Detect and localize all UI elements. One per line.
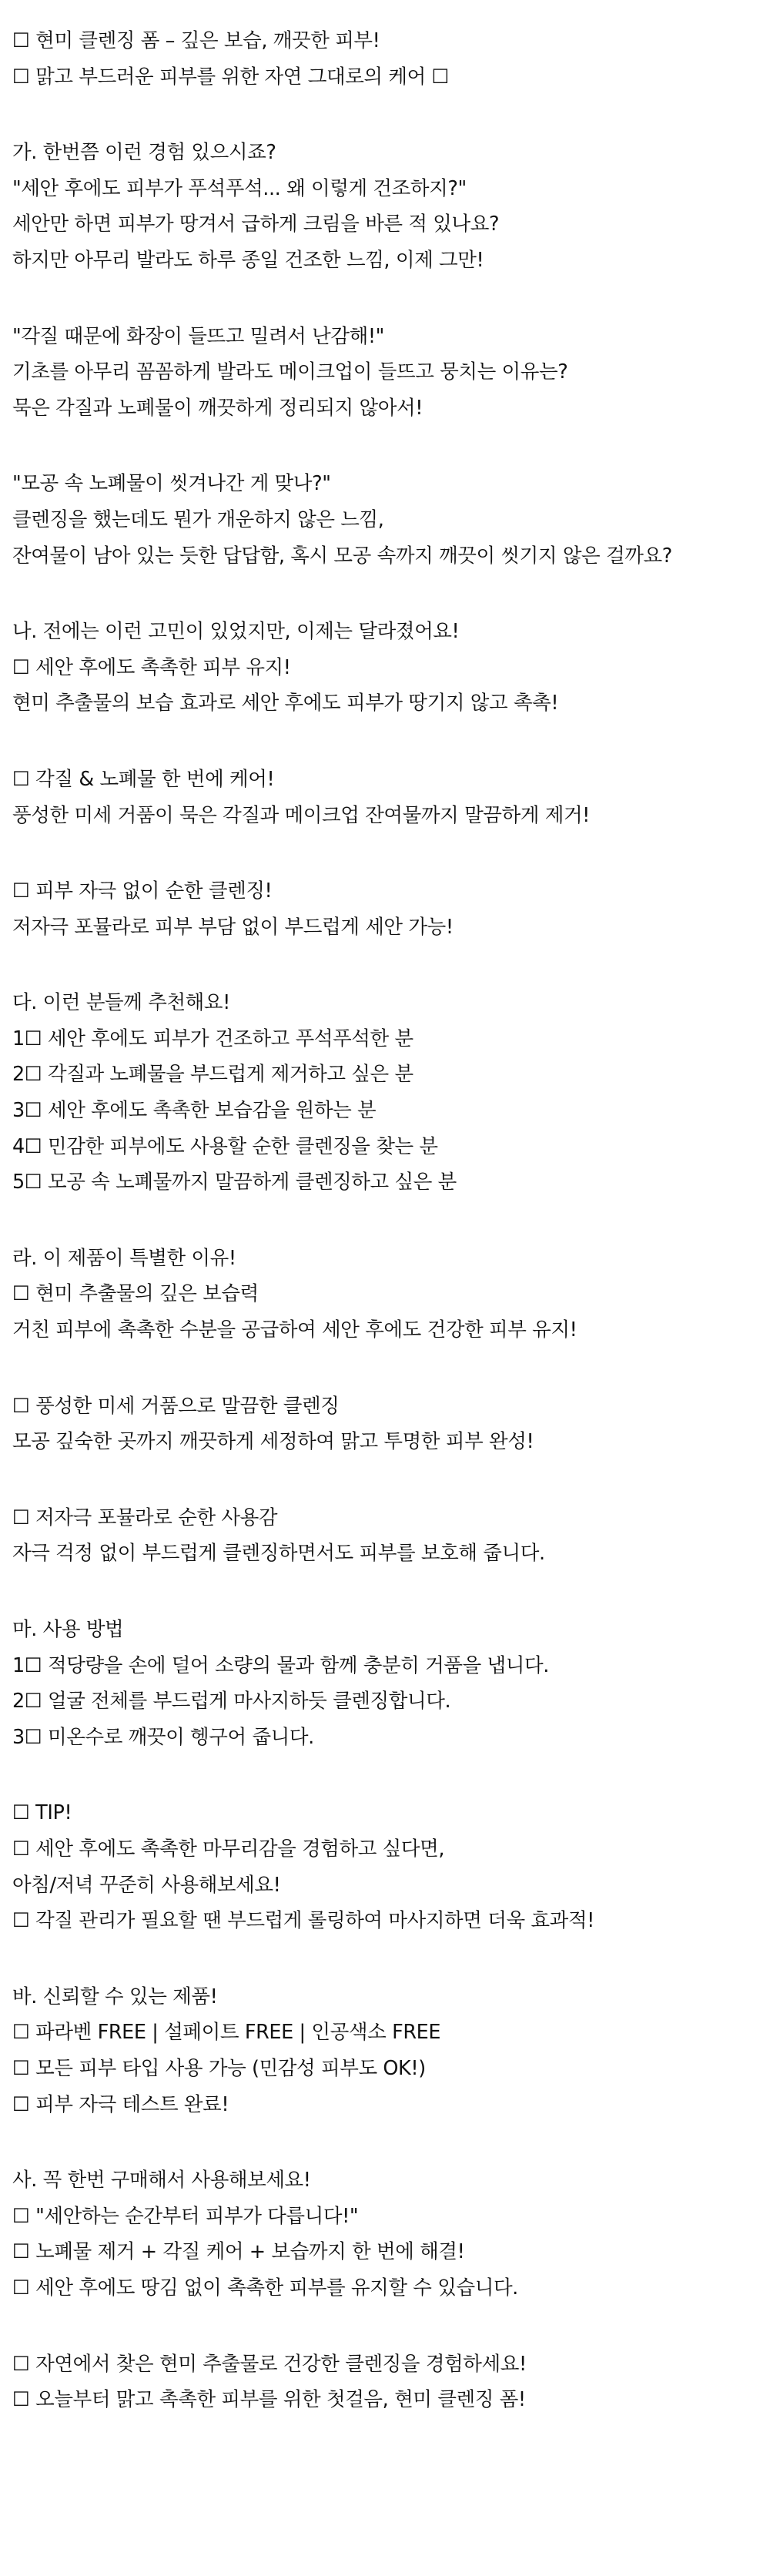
paragraph-section-na-care xyxy=(12,762,770,833)
paragraph-section-ra-heading xyxy=(12,1241,770,1348)
text-line: 2☐ 각질과 노폐물을 부드럽게 제거하고 싶은 분 xyxy=(12,1063,413,1087)
paragraph-section-tip xyxy=(12,1795,770,1938)
text-line: 기초를 아무리 꼼꼼하게 발라도 메이크업이 들뜨고 뭉치는 이유는? xyxy=(12,360,568,384)
text-line: 저자극 포뮬라로 피부 부담 없이 부드럽게 세안 가능! xyxy=(12,915,454,939)
text-line: 바. 신뢰할 수 있는 제품! xyxy=(12,1985,218,2008)
paragraph-closing xyxy=(12,2347,770,2418)
text-line: 3☐ 세안 후에도 촉촉한 보습감을 원하는 분 xyxy=(12,1099,377,1123)
paragraph-section-ga-makeup xyxy=(12,319,770,427)
text-line: 5☐ 모공 속 노폐물까지 말끔하게 클렌징하고 싶은 분 xyxy=(12,1171,457,1194)
paragraph-section-ra-formula xyxy=(12,1500,770,1572)
text-line: "모공 속 노폐물이 씻겨나간 게 맞나?" xyxy=(12,472,331,496)
paragraph-section-da xyxy=(12,985,770,1201)
paragraph-section-ra-foam xyxy=(12,1388,770,1460)
text-line: 라. 이 제품이 특별한 이유! xyxy=(12,1246,236,1270)
text-line: ☐ 모든 피부 타입 사용 가능 (민감성 피부도 OK!) xyxy=(12,2056,426,2080)
text-line: 하지만 아무리 발라도 하루 종일 건조한 느낌, 이제 그만! xyxy=(12,248,484,272)
text-line: 풍성한 미세 거품이 묵은 각질과 메이크업 잔여물까지 말끔하게 제거! xyxy=(12,803,590,827)
text-line: ☐ 자연에서 찾은 현미 추출물로 건강한 클렌징을 경험하세요! xyxy=(12,2352,527,2376)
paragraph-section-sa xyxy=(12,2162,770,2306)
text-line: 클렌징을 했는데도 뭔가 개운하지 않은 느낌, xyxy=(12,507,384,531)
text-line: 가. 한번쯤 이런 경험 있으시죠? xyxy=(12,141,276,165)
text-line: 3☐ 미온수로 깨끗이 헹구어 줍니다. xyxy=(12,1725,314,1749)
text-line: ☐ 피부 자극 없이 순한 클렌징! xyxy=(12,879,273,903)
text-line: ☐ 피부 자극 테스트 완료! xyxy=(12,2092,229,2116)
paragraph-section-na-heading xyxy=(12,614,770,722)
text-line: ☐ 맑고 부드러운 피부를 위한 자연 그대로의 케어 ☐ xyxy=(12,65,449,89)
text-line: ☐ 현미 추출물의 깊은 보습력 xyxy=(12,1282,259,1306)
text-line: 잔여물이 남아 있는 듯한 답답함, 혹시 모공 속까지 깨끗이 씻기지 않은 걸까요? xyxy=(12,544,672,568)
text-line: ☐ 오늘부터 맑고 촉촉한 피부를 위한 첫걸음, 현미 클렌징 폼! xyxy=(12,2388,526,2412)
text-line: 현미 추출물의 보습 효과로 세안 후에도 피부가 땅기지 않고 촉촉! xyxy=(12,692,559,715)
text-line: ☐ 세안 후에도 촉촉한 마무리감을 경험하고 싶다면, xyxy=(12,1837,445,1861)
paragraph-section-ba xyxy=(12,1979,770,2122)
text-line: 다. 이런 분들께 추천해요! xyxy=(12,991,230,1015)
text-line: ☐ 저자극 포뮬라로 순한 사용감 xyxy=(12,1506,278,1529)
paragraph-section-ga-heading xyxy=(12,135,770,278)
text-line: 묵은 각질과 노폐물이 깨끗하게 정리되지 않아서! xyxy=(12,396,424,420)
text-line: 2☐ 얼굴 전체를 부드럽게 마사지하듯 클렌징합니다. xyxy=(12,1690,451,1713)
text-line: ☐ 세안 후에도 땅김 없이 촉촉한 피부를 유지할 수 있습니다. xyxy=(12,2276,518,2300)
text-line: ☐ 현미 클렌징 폼 – 깊은 보습, 깨끗한 피부! xyxy=(12,29,380,52)
text-line: 1☐ 세안 후에도 피부가 건조하고 푸석푸석한 분 xyxy=(12,1027,413,1050)
paragraph-section-ma xyxy=(12,1612,770,1755)
text-line: 세안만 하면 피부가 땅겨서 급하게 크림을 바른 적 있나요? xyxy=(12,213,500,236)
text-line: ☐ 풍성한 미세 거품으로 말끔한 클렌징 xyxy=(12,1394,340,1418)
text-line: 1☐ 적당량을 손에 덜어 소량의 물과 함께 충분히 거품을 냅니다. xyxy=(12,1653,549,1677)
text-line: 자극 걱정 없이 부드럽게 클렌징하면서도 피부를 보호해 줍니다. xyxy=(12,1542,545,1566)
text-line: ☐ 각질 관리가 필요할 땐 부드럽게 롤링하여 마사지하면 더욱 효과적! xyxy=(12,1909,594,1933)
text-line: ☐ 파라벤 FREE | 설페이트 FREE | 인공색소 FREE xyxy=(12,2021,441,2045)
paragraph-intro xyxy=(12,23,770,95)
text-line: 모공 깊숙한 곳까지 깨끗하게 세정하여 맑고 투명한 피부 완성! xyxy=(12,1430,534,1454)
text-line: ☐ 세안 후에도 촉촉한 피부 유지! xyxy=(12,655,291,679)
text-line: 사. 꼭 한번 구매해서 사용해보세요! xyxy=(12,2169,311,2192)
text-line: "각질 때문에 화장이 들뜨고 밀려서 난감해!" xyxy=(12,324,384,348)
text-line: "세안 후에도 피부가 푸석푸석... 왜 이렇게 건조하지?" xyxy=(12,176,467,200)
paragraph-section-ga-pores xyxy=(12,466,770,574)
text-line: 거친 피부에 촉촉한 수분을 공급하여 세안 후에도 건강한 피부 유지! xyxy=(12,1318,578,1342)
text-line: 마. 사용 방법 xyxy=(12,1618,124,1641)
text-line: ☐ TIP! xyxy=(12,1801,72,1825)
text-line: ☐ 노폐물 제거 + 각질 케어 + 보습까지 한 번에 해결! xyxy=(12,2240,465,2264)
text-line: ☐ "세안하는 순간부터 피부가 다릅니다!" xyxy=(12,2204,359,2228)
paragraph-section-na-gentle xyxy=(12,873,770,945)
text-line: 나. 전에는 이런 고민이 있었지만, 이제는 달라졌어요! xyxy=(12,620,460,644)
text-line: ☐ 각질 & 노폐물 한 번에 케어! xyxy=(12,767,275,791)
text-line: 4☐ 민감한 피부에도 사용할 순한 클렌징을 찾는 분 xyxy=(12,1134,438,1158)
text-line: 아침/저녁 꾸준히 사용해보세요! xyxy=(12,1873,281,1897)
